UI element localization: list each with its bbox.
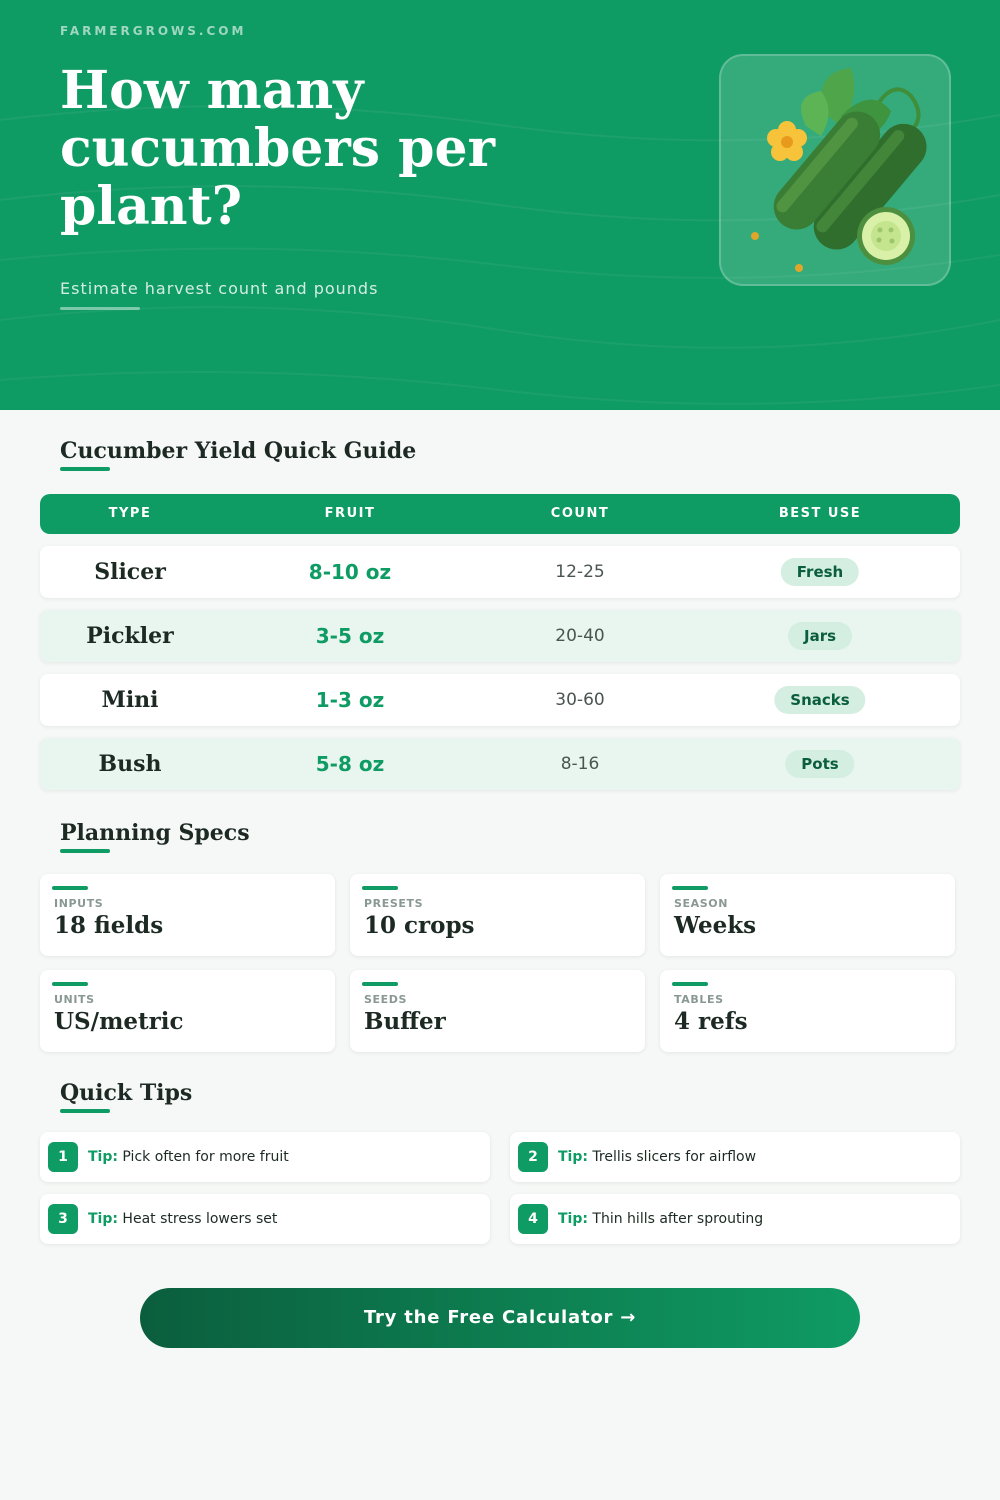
best-use-badge: Fresh	[781, 558, 859, 586]
guide-section-underline	[60, 467, 110, 471]
page-subtitle: Estimate harvest count and pounds	[60, 279, 379, 298]
type-cell: Slicer	[94, 559, 166, 585]
tip-card	[40, 1132, 490, 1182]
hero-image-card	[719, 54, 951, 286]
tip-text	[558, 1132, 756, 1182]
fruit-cell: 3-5 oz	[315, 624, 385, 648]
type-cell: Mini	[101, 687, 159, 713]
spec-card-tables	[660, 970, 955, 1052]
tip-number-badge: 2	[518, 1142, 548, 1172]
spec-accent-bar	[362, 982, 398, 986]
tip-prefix: Tip:	[88, 1149, 118, 1165]
spec-label: INPUTS	[54, 897, 104, 910]
tip-number-badge: 1	[48, 1142, 78, 1172]
spec-card-seeds	[350, 970, 645, 1052]
tip-body: Trellis slicers for airflow	[592, 1149, 757, 1165]
table-row	[40, 610, 960, 662]
tip-number-badge: 4	[518, 1204, 548, 1234]
page-title: How many cucumbers per plant?	[60, 60, 496, 237]
spec-label: SEEDS	[364, 993, 408, 1006]
fruit-cell: 1-3 oz	[315, 688, 385, 712]
spec-value: 10 crops	[364, 912, 475, 939]
spec-value: US/metric	[54, 1008, 184, 1035]
fruit-cell: 8-10 oz	[308, 560, 392, 584]
tip-body: Pick often for more fruit	[122, 1149, 289, 1165]
tip-text	[88, 1194, 277, 1244]
tip-body: Heat stress lowers set	[122, 1211, 278, 1227]
tips-section-underline	[60, 1109, 110, 1113]
spec-accent-bar	[362, 886, 398, 890]
tip-prefix: Tip:	[558, 1149, 588, 1165]
spec-accent-bar	[52, 982, 88, 986]
tip-card	[510, 1194, 960, 1244]
spec-card-units	[40, 970, 335, 1052]
specs-section-underline	[60, 849, 110, 853]
tip-number-badge: 3	[48, 1204, 78, 1234]
tip-body: Thin hills after sprouting	[592, 1211, 764, 1227]
column-header-best-use: BEST USE	[778, 506, 862, 521]
tip-prefix: Tip:	[558, 1211, 588, 1227]
best-use-badge: Pots	[785, 750, 854, 778]
hero-banner	[0, 0, 1000, 410]
column-header-type: TYPE	[108, 506, 152, 521]
column-header-fruit: FRUIT	[324, 506, 376, 521]
type-cell: Bush	[98, 751, 162, 777]
count-cell: 8-16	[560, 754, 600, 774]
spec-card-presets	[350, 874, 645, 956]
spec-value: Buffer	[364, 1008, 446, 1035]
table-row	[40, 738, 960, 790]
table-row	[40, 674, 960, 726]
best-use-badge: Snacks	[774, 686, 865, 714]
spec-value: 4 refs	[674, 1008, 748, 1035]
table-row	[40, 546, 960, 598]
spec-accent-bar	[672, 886, 708, 890]
free-calculator-button[interactable]: Try the Free Calculator →	[140, 1288, 860, 1348]
count-cell: 20-40	[555, 626, 605, 646]
specs-section-title: Planning Specs	[60, 820, 250, 846]
spec-label: PRESETS	[364, 897, 424, 910]
spec-accent-bar	[672, 982, 708, 986]
cucumber-illustration-icon	[721, 56, 953, 288]
tips-section-title: Quick Tips	[60, 1080, 193, 1106]
subtitle-underline	[60, 307, 140, 310]
column-header-count: COUNT	[550, 506, 610, 521]
best-use-badge: Jars	[788, 622, 852, 650]
tip-card	[510, 1132, 960, 1182]
count-cell: 12-25	[555, 562, 605, 582]
spec-card-inputs	[40, 874, 335, 956]
spec-accent-bar	[52, 886, 88, 890]
guide-section-title: Cucumber Yield Quick Guide	[60, 438, 417, 464]
spec-label: TABLES	[674, 993, 724, 1006]
spec-value: Weeks	[674, 912, 757, 939]
tip-prefix: Tip:	[88, 1211, 118, 1227]
tip-card	[40, 1194, 490, 1244]
type-cell: Pickler	[86, 623, 174, 649]
tip-text	[88, 1132, 289, 1182]
spec-label: UNITS	[54, 993, 95, 1006]
count-cell: 30-60	[555, 690, 605, 710]
table-header	[40, 494, 960, 534]
fruit-cell: 5-8 oz	[315, 752, 385, 776]
spec-value: 18 fields	[54, 912, 164, 939]
site-name: FARMERGROWS.COM	[60, 24, 247, 38]
spec-label: SEASON	[674, 897, 729, 910]
tip-text	[558, 1194, 763, 1244]
spec-card-season	[660, 874, 955, 956]
